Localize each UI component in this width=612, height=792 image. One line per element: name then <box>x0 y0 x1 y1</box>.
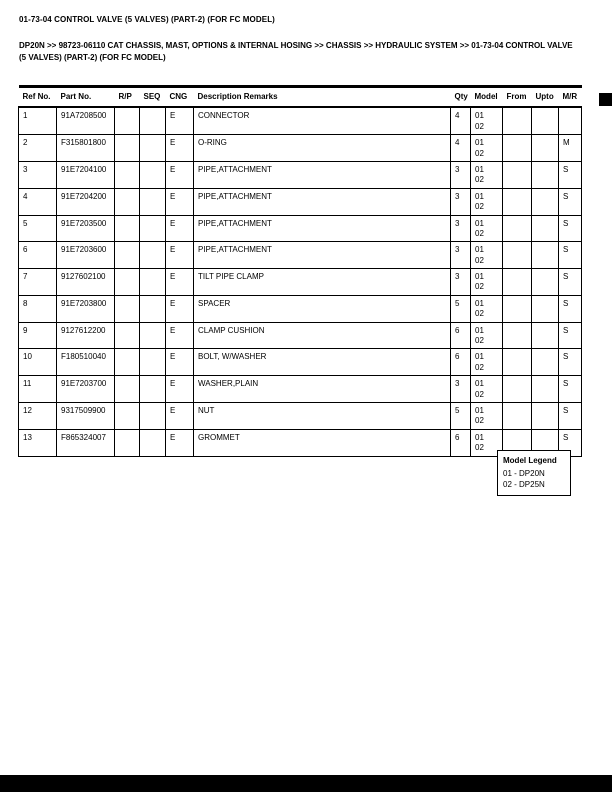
cell-description: CONNECTOR <box>194 107 451 134</box>
cell-mr: S <box>559 402 582 429</box>
cell-qty: 3 <box>451 215 471 242</box>
model-legend-entry: 01 - DP20N <box>503 469 545 479</box>
cell-from <box>503 135 532 162</box>
table-row <box>19 402 582 429</box>
table-row <box>19 242 582 269</box>
model-legend-title: Model Legend <box>503 456 557 465</box>
cell-from <box>503 161 532 188</box>
cell-model: 01 02 <box>471 322 503 349</box>
page-bottom-bar <box>0 775 612 792</box>
cell-model: 01 02 <box>471 161 503 188</box>
cell-mr: S <box>559 429 582 456</box>
cell-description: PIPE,ATTACHMENT <box>194 161 451 188</box>
cell-upto <box>532 376 559 403</box>
cell-description: TILT PIPE CLAMP <box>194 269 451 296</box>
cell-upto <box>532 322 559 349</box>
cell-seq <box>140 188 166 215</box>
column-header-upto: Upto <box>532 87 559 108</box>
cell-ref-no: 3 <box>19 161 57 188</box>
model-legend-box <box>497 450 571 496</box>
cell-from <box>503 242 532 269</box>
cell-ref-no: 8 <box>19 295 57 322</box>
cell-part-no: 91E7203500 <box>57 215 115 242</box>
cell-qty: 3 <box>451 188 471 215</box>
cell-part-no: 91E7203700 <box>57 376 115 403</box>
cell-mr: M <box>559 135 582 162</box>
cell-ref-no: 5 <box>19 215 57 242</box>
cell-ref-no: 9 <box>19 322 57 349</box>
cell-from <box>503 188 532 215</box>
cell-model: 01 02 <box>471 188 503 215</box>
cell-from <box>503 107 532 134</box>
cell-part-no: 9127612200 <box>57 322 115 349</box>
cell-qty: 3 <box>451 269 471 296</box>
cell-description: CLAMP CUSHION <box>194 322 451 349</box>
cell-part-no: 91E7204100 <box>57 161 115 188</box>
cell-rp <box>115 402 140 429</box>
cell-upto <box>532 135 559 162</box>
cell-cng: E <box>166 269 194 296</box>
table-row <box>19 161 582 188</box>
table-row <box>19 295 582 322</box>
cell-qty: 6 <box>451 322 471 349</box>
cell-model: 01 02 <box>471 242 503 269</box>
column-header-description-remarks: Description Remarks <box>194 87 451 108</box>
parts-table-body <box>19 107 582 456</box>
table-row <box>19 322 582 349</box>
cell-seq <box>140 429 166 456</box>
cell-from <box>503 322 532 349</box>
cell-cng: E <box>166 402 194 429</box>
cell-upto <box>532 269 559 296</box>
cell-upto <box>532 295 559 322</box>
cell-seq <box>140 107 166 134</box>
cell-description: SPACER <box>194 295 451 322</box>
cell-description: NUT <box>194 402 451 429</box>
cell-cng: E <box>166 242 194 269</box>
cell-rp <box>115 135 140 162</box>
column-header-qty: Qty <box>451 87 471 108</box>
breadcrumb: DP20N >> 98723-06110 CAT CHASSIS, MAST, OPTIONS & INTERNAL HOSING >> CHASSIS >> HYDRAULIC SYSTEM >> 01-73-04 CONTROL VALVE (5 VALVES) (PART-2) (FOR FC MODEL) <box>19 41 573 62</box>
cell-description: BOLT, W/WASHER <box>194 349 451 376</box>
cell-model: 01 02 <box>471 349 503 376</box>
cell-ref-no: 13 <box>19 429 57 456</box>
cell-cng: E <box>166 107 194 134</box>
cell-model: 01 02 <box>471 376 503 403</box>
cell-cng: E <box>166 161 194 188</box>
cell-ref-no: 2 <box>19 135 57 162</box>
cell-part-no: F180510040 <box>57 349 115 376</box>
column-header-part-no: Part No. <box>57 87 115 108</box>
cell-mr: S <box>559 242 582 269</box>
cell-qty: 5 <box>451 402 471 429</box>
cell-model: 01 02 <box>471 215 503 242</box>
cell-qty: 3 <box>451 376 471 403</box>
cell-mr: S <box>559 215 582 242</box>
cell-seq <box>140 135 166 162</box>
cell-description: GROMMET <box>194 429 451 456</box>
cell-mr: S <box>559 295 582 322</box>
cell-from <box>503 215 532 242</box>
cell-description: O-RING <box>194 135 451 162</box>
cell-seq <box>140 402 166 429</box>
cell-model: 01 02 <box>471 107 503 134</box>
cell-qty: 6 <box>451 349 471 376</box>
cell-upto <box>532 188 559 215</box>
cell-cng: E <box>166 429 194 456</box>
cell-model: 01 02 <box>471 402 503 429</box>
cell-description: PIPE,ATTACHMENT <box>194 242 451 269</box>
cell-rp <box>115 269 140 296</box>
cell-qty: 3 <box>451 161 471 188</box>
cell-qty: 4 <box>451 107 471 134</box>
cell-cng: E <box>166 295 194 322</box>
cell-part-no: 91E7203800 <box>57 295 115 322</box>
cell-ref-no: 11 <box>19 376 57 403</box>
cell-rp <box>115 161 140 188</box>
cell-upto <box>532 161 559 188</box>
cell-qty: 6 <box>451 429 471 456</box>
cell-seq <box>140 161 166 188</box>
cell-from <box>503 295 532 322</box>
cell-description: PIPE,ATTACHMENT <box>194 188 451 215</box>
cell-upto <box>532 349 559 376</box>
cell-ref-no: 4 <box>19 188 57 215</box>
cell-upto <box>532 242 559 269</box>
cell-part-no: 91E7203600 <box>57 242 115 269</box>
cell-qty: 3 <box>451 242 471 269</box>
cell-seq <box>140 295 166 322</box>
cell-mr <box>559 107 582 134</box>
cell-from <box>503 376 532 403</box>
cell-qty: 5 <box>451 295 471 322</box>
parts-table <box>18 85 582 457</box>
cell-mr: S <box>559 376 582 403</box>
cell-qty: 4 <box>451 135 471 162</box>
cell-upto <box>532 402 559 429</box>
column-header-model: Model <box>471 87 503 108</box>
table-header-row <box>19 87 582 108</box>
cell-mr: S <box>559 349 582 376</box>
cell-ref-no: 10 <box>19 349 57 376</box>
cell-mr: S <box>559 269 582 296</box>
cell-rp <box>115 188 140 215</box>
cell-rp <box>115 376 140 403</box>
cell-part-no: 9317509900 <box>57 402 115 429</box>
cell-rp <box>115 295 140 322</box>
cell-seq <box>140 322 166 349</box>
table-row <box>19 107 582 134</box>
cell-upto <box>532 215 559 242</box>
cell-ref-no: 1 <box>19 107 57 134</box>
cell-seq <box>140 215 166 242</box>
cell-mr: S <box>559 188 582 215</box>
cell-seq <box>140 376 166 403</box>
cell-rp <box>115 242 140 269</box>
scan-edge-artifact <box>599 93 612 106</box>
cell-seq <box>140 349 166 376</box>
cell-upto <box>532 107 559 134</box>
cell-part-no: F865324007 <box>57 429 115 456</box>
column-header-from: From <box>503 87 532 108</box>
table-row <box>19 188 582 215</box>
cell-mr: S <box>559 322 582 349</box>
cell-model: 01 02 <box>471 269 503 296</box>
cell-from <box>503 349 532 376</box>
cell-part-no: 9127602100 <box>57 269 115 296</box>
cell-from <box>503 269 532 296</box>
column-header-mr: M/R <box>559 87 582 108</box>
cell-part-no: 91E7204200 <box>57 188 115 215</box>
column-header-cng: CNG <box>166 87 194 108</box>
cell-cng: E <box>166 188 194 215</box>
cell-rp <box>115 215 140 242</box>
cell-part-no: F315801800 <box>57 135 115 162</box>
table-row <box>19 215 582 242</box>
cell-cng: E <box>166 135 194 162</box>
cell-cng: E <box>166 215 194 242</box>
cell-cng: E <box>166 322 194 349</box>
cell-model: 01 02 <box>471 295 503 322</box>
column-header-seq: SEQ <box>140 87 166 108</box>
cell-ref-no: 6 <box>19 242 57 269</box>
cell-cng: E <box>166 376 194 403</box>
cell-seq <box>140 242 166 269</box>
model-legend-entry: 02 - DP25N <box>503 480 545 490</box>
cell-ref-no: 12 <box>19 402 57 429</box>
column-header-ref-no: Ref No. <box>19 87 57 108</box>
cell-cng: E <box>166 349 194 376</box>
table-row <box>19 269 582 296</box>
cell-from <box>503 402 532 429</box>
cell-ref-no: 7 <box>19 269 57 296</box>
cell-rp <box>115 107 140 134</box>
table-row <box>19 135 582 162</box>
cell-seq <box>140 269 166 296</box>
cell-rp <box>115 429 140 456</box>
cell-part-no: 91A7208500 <box>57 107 115 134</box>
cell-mr: S <box>559 161 582 188</box>
page-title: 01-73-04 CONTROL VALVE (5 VALVES) (PART-2) (FOR FC MODEL) <box>19 15 275 24</box>
table-row <box>19 349 582 376</box>
cell-description: PIPE,ATTACHMENT <box>194 215 451 242</box>
table-row <box>19 376 582 403</box>
column-header-rp: R/P <box>115 87 140 108</box>
cell-model: 01 02 <box>471 135 503 162</box>
cell-model: 01 02 <box>471 429 503 456</box>
cell-rp <box>115 322 140 349</box>
cell-description: WASHER,PLAIN <box>194 376 451 403</box>
cell-rp <box>115 349 140 376</box>
